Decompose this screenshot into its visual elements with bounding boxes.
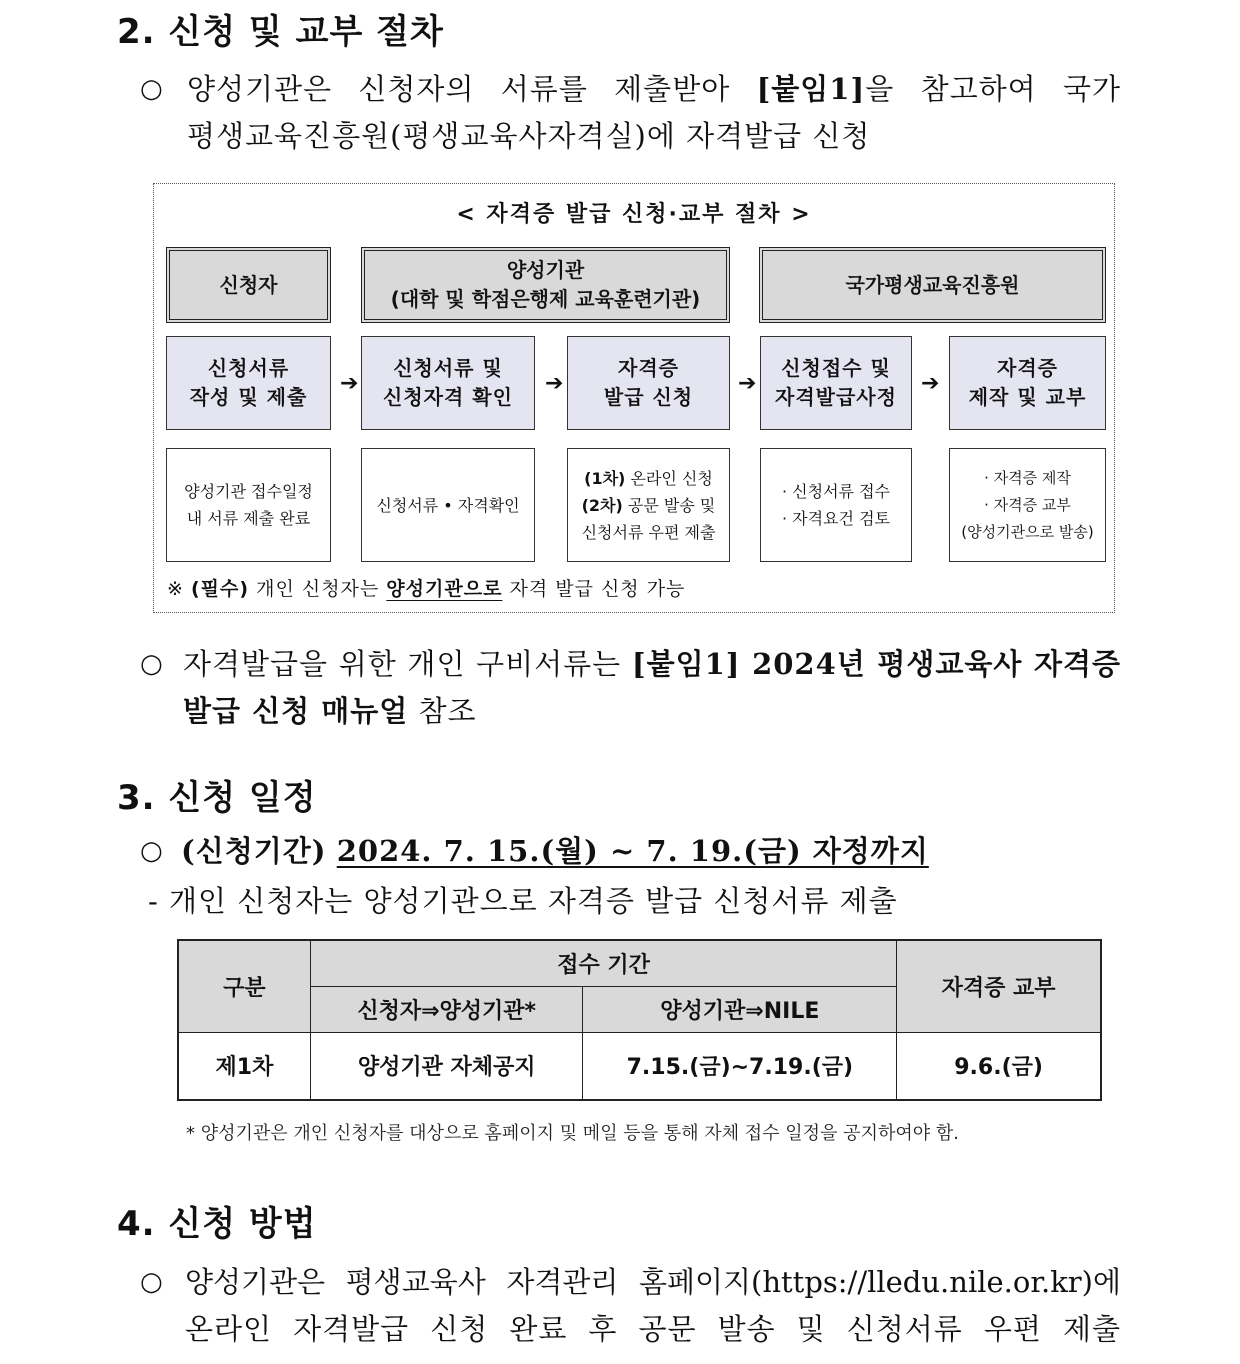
bullet-mark: ○ bbox=[140, 1267, 164, 1297]
text-span: 온라인 신청 bbox=[625, 468, 713, 488]
table-cell: 7.15.(금)~7.19.(금) bbox=[583, 1032, 897, 1100]
paragraph-line: 평생교육진흥원(평생교육사자격실)에 자격발급 신청 bbox=[187, 119, 871, 153]
table-header: 접수 기간 bbox=[310, 940, 896, 986]
schedule-table bbox=[177, 939, 1102, 1101]
paragraph-line bbox=[183, 641, 1121, 687]
arrow-right-icon: ➔ bbox=[921, 371, 940, 396]
emphasis-text: 양성기관으로 bbox=[386, 578, 503, 600]
manual-title: 발급 신청 매뉴얼 bbox=[183, 694, 409, 728]
step-box: 신청접수 및 자격발급사정 bbox=[760, 336, 912, 430]
actor-applicant: 신청자 bbox=[166, 247, 331, 323]
section-heading: 2. 신청 및 교부 절차 bbox=[117, 12, 444, 52]
paragraph-line: 양성기관은 평생교육사 자격관리 홈페이지(https://lledu.nile.or.kr)에 bbox=[185, 1265, 1121, 1299]
text-span: 공문 발송 및 bbox=[622, 495, 716, 515]
period-label: (신청기간) bbox=[181, 834, 327, 868]
text-span: ※ bbox=[167, 578, 191, 600]
sub-note: - 개인 신청자는 양성기관으로 자격증 발급 신청서류 제출 bbox=[148, 884, 898, 918]
table-header: 양성기관⇒NILE bbox=[583, 986, 897, 1032]
section-heading: 3. 신청 일정 bbox=[117, 778, 317, 818]
arrow-right-icon: ➔ bbox=[545, 371, 564, 396]
diagram-note bbox=[167, 574, 685, 601]
paragraph-line: 온라인 자격발급 신청 완료 후 공문 발송 및 신청서류 우편 제출 bbox=[185, 1312, 1121, 1346]
attachment-ref: [붙임1] 2024년 평생교육사 자격증 bbox=[631, 647, 1121, 681]
table-cell: 제1차 bbox=[178, 1032, 310, 1100]
actor-training-institution: 양성기관 (대학 및 학점은행제 교육훈련기관) bbox=[361, 247, 730, 323]
text-span: 자격발급을 위한 개인 구비서류는 bbox=[183, 647, 632, 681]
text-span: 개인 신청자는 bbox=[249, 578, 387, 600]
step-box: 신청서류 및 신청자격 확인 bbox=[361, 336, 535, 430]
text-span: 을 참고하여 국가 bbox=[865, 72, 1121, 106]
actor-nile: 국가평생교육진흥원 bbox=[759, 247, 1106, 323]
bullet-mark: ○ bbox=[140, 649, 164, 679]
text-span: 신청서류 우편 제출 bbox=[581, 522, 716, 542]
phase-label: (1차) bbox=[584, 468, 626, 488]
phase-label: (2차) bbox=[581, 495, 623, 515]
attachment-ref: [붙임1] bbox=[756, 72, 866, 106]
section-heading: 4. 신청 방법 bbox=[117, 1204, 317, 1244]
detail-box: 양성기관 접수일정 내 서류 제출 완료 bbox=[166, 448, 331, 562]
table-cell: 양성기관 자체공지 bbox=[310, 1032, 583, 1100]
step-box: 자격증 제작 및 교부 bbox=[949, 336, 1106, 430]
required-label: (필수) bbox=[190, 578, 250, 600]
table-cell: 9.6.(금) bbox=[897, 1032, 1101, 1100]
table-footnote: * 양성기관은 개인 신청자를 대상으로 홈페이지 및 메일 등을 통해 자체 접수 일정을 공지하여야 함. bbox=[186, 1123, 959, 1144]
table-header: 자격증 교부 bbox=[897, 940, 1101, 1032]
table-row bbox=[178, 1032, 1101, 1100]
table-header: 구분 bbox=[178, 940, 310, 1032]
detail-box: · 자격증 제작 · 자격증 교부 (양성기관으로 발송) bbox=[949, 448, 1106, 562]
bullet-mark: ○ bbox=[140, 74, 164, 104]
period-value: 2024. 7. 15.(월) ~ 7. 19.(금) 자정까지 bbox=[336, 834, 929, 868]
detail-box bbox=[567, 448, 730, 562]
text-span: 참조 bbox=[408, 694, 477, 728]
detail-box: 신청서류 • 자격확인 bbox=[361, 448, 535, 562]
text-span: 자격 발급 신청 가능 bbox=[502, 578, 686, 600]
arrow-right-icon: ➔ bbox=[738, 371, 757, 396]
paragraph-line bbox=[183, 688, 477, 734]
arrow-right-icon: ➔ bbox=[340, 371, 359, 396]
procedure-diagram bbox=[153, 183, 1115, 613]
paragraph-line bbox=[187, 66, 1121, 112]
text-span: 양성기관은 신청자의 서류를 제출받아 bbox=[187, 72, 757, 106]
step-box: 자격증 발급 신청 bbox=[567, 336, 730, 430]
step-box: 신청서류 작성 및 제출 bbox=[166, 336, 331, 430]
period-line bbox=[181, 828, 929, 874]
table-header: 신청자⇒양성기관* bbox=[310, 986, 583, 1032]
diagram-title: < 자격증 발급 신청·교부 절차 > bbox=[456, 202, 812, 227]
bullet-mark: ○ bbox=[140, 836, 164, 866]
detail-box: · 신청서류 접수 · 자격요건 검토 bbox=[760, 448, 912, 562]
